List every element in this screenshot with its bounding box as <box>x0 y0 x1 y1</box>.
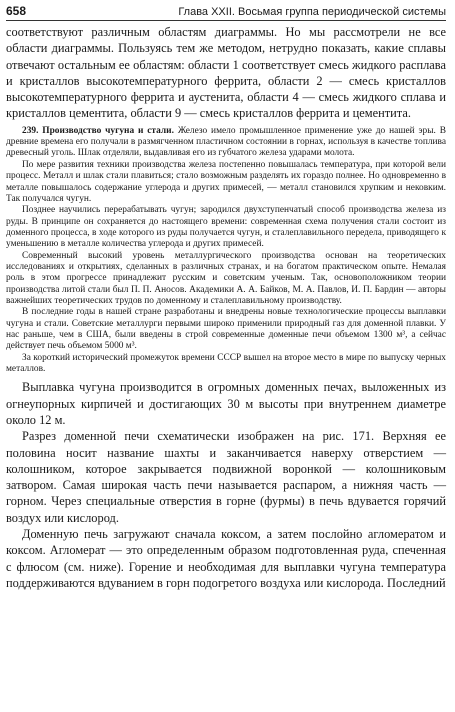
paragraph-temperature: По мере развития техники производства железа постепенно повышалась температура, при которой вели процесс. Металл и шлак стали плавиться; стало возможным разделять их гораздо полнее. Но одновременно в металле повышалось содержание углерода и других примесей, — металл становился хрупким и нековким. Так получался чугун. <box>6 159 446 204</box>
paragraph-scientists: Современный высокий уровень металлургического производства основан на теоретических исследованиях и открытиях, сделанных в различных странах, и на богатом практическом опыте. Немалая роль в этом прогрессе принадлежит русским и советским ученым. Так, основоположником теории производства литой стали был П. П. Аносов. Академики А. А. Байков, М. А. Павлов, И. П. Бардин — авторы важнейших теоретических трудов по доменному и сталеплавильному производству. <box>6 250 446 306</box>
page-number: 658 <box>6 4 27 18</box>
section-number: 239. <box>22 125 39 136</box>
paragraph-blast-furnaces: Выплавка чугуна производится в огромных доменных печах, выложенных из огнеупорных кирпичей и достигающих 30 м высоты при внутреннем диаметре около 12 м. <box>6 380 446 427</box>
paragraph-new-processes: В последние годы в нашей стране разработаны и внедрены новые технологические процессы выплавки чугуна и стали. Советские металлурги первыми широко применили природный газ для доменной плавки. У нас раньше, чем в США, были введены в строй современные доменные печи объемом 1300 м³, а сейчас действует печь объемом 5000 м³. <box>6 307 446 352</box>
paragraph-ussr-rank: За короткий исторический промежуток времени СССР вышел на второе место в мире по выпуску черных металлов. <box>6 352 446 374</box>
running-head <box>6 4 446 21</box>
section-intro-text: Железо имело промышленное применение уже до нашей эры. В древние времена его получали в размягченном пластичном состоянии в горнах, используя в качестве топлива древесный уголь. Шлак отделяли, выдавливая его из губчатого железа ударами молота. <box>6 125 447 159</box>
paragraph-furnace-loading: Доменную печь загружают сначала коксом, а затем послойно агломератом и коксом. Агломерат — это определенным образом подготовленная руда, спеченная с флюсом (см. ниже). Горение и необходимая для выплавки чугуна температура поддерживаются вдуванием в горн подогретого воздуха или кислорода. Последний <box>6 527 446 590</box>
paragraph-diagram-regions: соответствуют различным областям диаграммы. Но мы рассмотрели не все области диаграммы. Пользуясь тем же методом, нетрудно показать, какие сплавы отвечают остальным ее областям: области 1 соответствует смесь жидкого расплава и кристаллов высокотемпературного феррита, области 2 — смесь кристаллов высокотемпературного феррита и аустенита, области 4 — смесь жидкого сплава и кристаллов цементита, области 9 — смесь кристаллов феррита и цементита. <box>6 25 446 121</box>
paragraph-two-stage-method: Позднее научились перерабатывать чугун; зародился двухступенчатый способ производства железа из руды. В принципе он сохраняется до настоящего времени: современная схема получения стали состоит из доменного процесса, в ходе которого из руды получается чугун, и сталеплавильного передела, приводящего к уменьшению в металле количества углерода и других примесей. <box>6 205 446 250</box>
paragraph-furnace-section: Разрез доменной печи схематически изображен на рис. 171. Верхняя ее половина носит название шахты и заканчивается наверху отверстием — колошником, которое закрывается подвижной воронкой — колошниковым затвором. Самая широкая часть печи называется распаром, а нижняя часть — горном. Через специальные отверстия в горне (фурмы) в печь вдувается горячий воздух или кислород. <box>6 429 446 525</box>
chapter-title: Глава XXII. Восьмая группа периодической системы <box>178 6 446 18</box>
section-title: Производство чугуна и стали. <box>42 125 174 136</box>
section-239-intro <box>6 126 446 160</box>
